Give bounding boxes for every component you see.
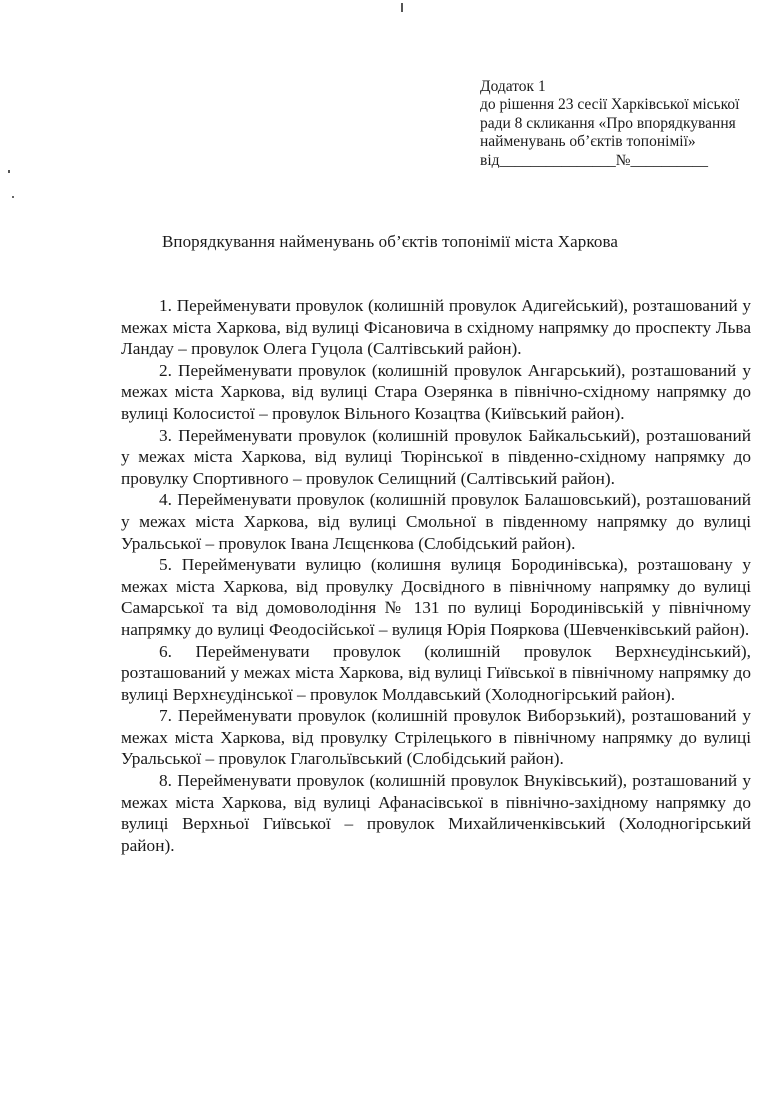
list-item: 4. Перейменувати провулок (колишній провулок Балашовський), розташований у межах міста Харкова, від вулиці Смольної в південному напрямку до вулиці Уральської – провулок Івана Лєщєнкова (Слобідський район). bbox=[121, 490, 751, 553]
list-item: 2. Перейменувати провулок (колишній провулок Ангарський), розташований у межах міста Харкова, від вулиці Стара Озерянка в північно-східному напрямку до вулиці Колосистої – провулок Вільного Козацтва (Київський район). bbox=[121, 360, 751, 423]
annex-line: до рішення 23 сесії Харківської міської bbox=[480, 96, 740, 114]
list-item: 6. Перейменувати провулок (колишній провулок Верхнєудінський), розташований у межах міста Харкова, від вулиці Гиївської в північному напрямку до вулиці Верхнєудінської – провулок Молдавський (Холодногірський район). bbox=[121, 641, 751, 704]
list-item: 3. Перейменувати провулок (колишній провулок Байкальський), розташований у межах міста Харкова, від вулиці Тюрінської в південно-східному напрямку до провулку Спортивного – провулок Селищний (Салтівський район). bbox=[121, 425, 751, 488]
list-item: 5. Перейменувати вулицю (колишня вулиця Бородинівська), розташовану у межах міста Харкова, від провулку Досвідного в північному напрямку до вулиці Самарської та від домоволодіння № 131 по вулиці Бородинівській у північному напрямку до вулиці Феодосійської – вулиця Юрія Пояркова (Шевченківський район). bbox=[121, 555, 751, 639]
list-item: 1. Перейменувати провулок (колишній провулок Адигейський), розташований у межах міста Харкова, від вулиці Фісановича в східному напрямку до проспекту Льва Ландау – провулок Олега Гуцола (Салтівський район). bbox=[121, 296, 751, 359]
annex-line: Додаток 1 bbox=[480, 78, 546, 95]
renaming-list bbox=[121, 295, 751, 856]
document-title: Впорядкування найменувань об’єктів топонімії міста Харкова bbox=[161, 232, 619, 251]
annex-line: ради 8 скликання «Про впорядкування bbox=[480, 114, 736, 132]
annex-block bbox=[480, 78, 760, 170]
list-item: 7. Перейменувати провулок (колишній провулок Виборзький), розташований у межах міста Харкова, від провулку Стрілецького в північному напрямку до вулиці Уральської – провулок Глагольївський (Слобідський район). bbox=[121, 706, 751, 769]
annex-line: найменувань об’єктів топонімії» bbox=[480, 133, 696, 151]
list-item: 8. Перейменувати провулок (колишній провулок Внуківський), розташований у межах міста Харкова, від вулиці Афанасівської в північно-західному напрямку до вулиці Верхньої Гиївської – провулок Михайличенківський (Холодногірський район). bbox=[121, 771, 751, 855]
annex-date-number-line: від_______________№__________ bbox=[480, 151, 709, 169]
